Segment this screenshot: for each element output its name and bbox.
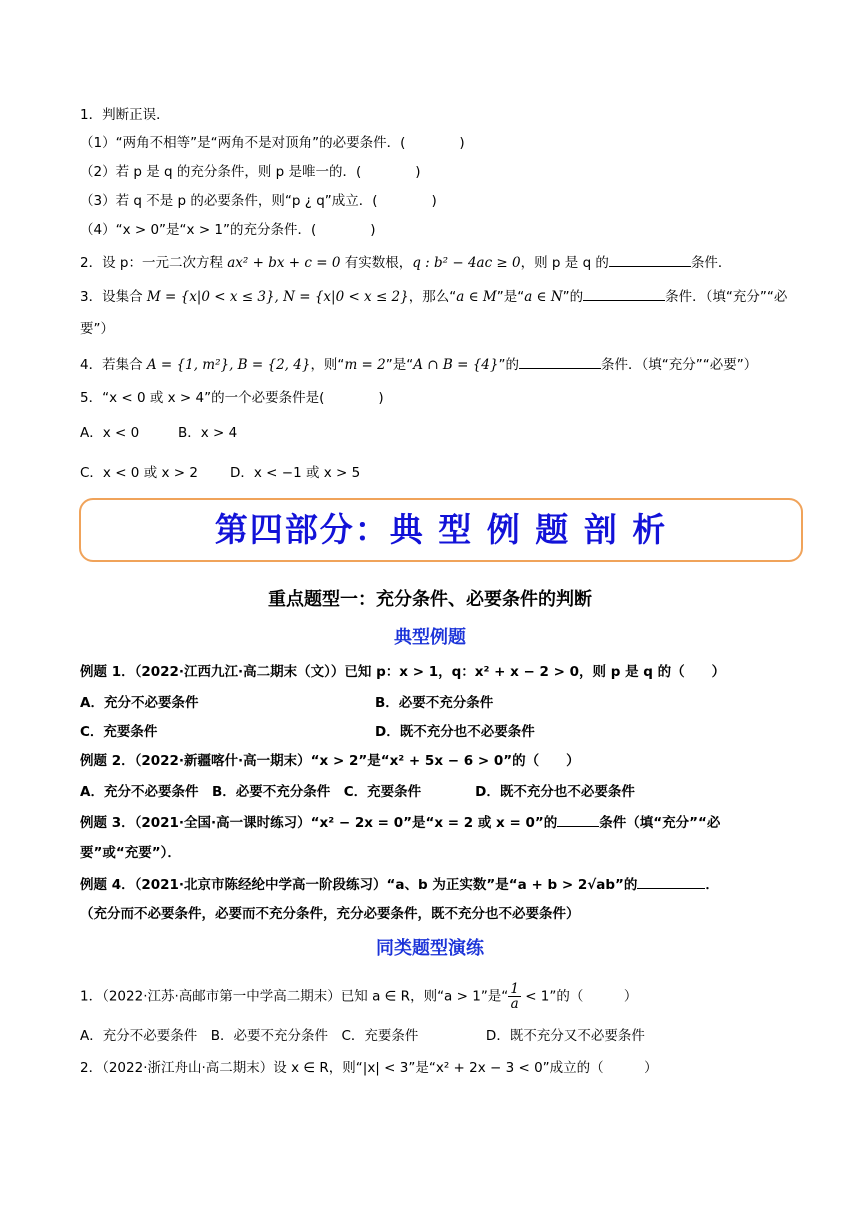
typical-examples-title: 典型例题 (394, 627, 466, 648)
q1-item-3: （3）若 q 不是 p 的必要条件，则“p ¿ q”成立．( ) (80, 193, 437, 209)
answer-blank[interactable] (557, 814, 599, 827)
q5-option-a: A．x < 0 (80, 425, 140, 441)
practice-2-stem: 2．（2022·浙江舟山·高二期末）设 x ∈ R，则“|x| < 3”是“x² + 2x − 3 < 0”成立的（ ） (80, 1060, 658, 1076)
section-title: 重点题型一：充分条件、必要条件的判断 (268, 589, 592, 610)
example-1-option-d: D．既不充分也不必要条件 (375, 724, 535, 740)
example-1-option-b: B．必要不充分条件 (375, 695, 494, 711)
example-2-stem: 例题 2．（2022·新疆喀什·高一期末）“x > 2”是“x² + 5x − 6 > 0”的（ ） (80, 753, 580, 769)
example-2-options: A．充分不必要条件 B．必要不充分条件 C．充要条件 D．既不充分也不必要条件 (80, 784, 635, 800)
q5-option-d: D．x < −1 或 x > 5 (230, 465, 361, 481)
q1-title: 1．判断正误． (80, 107, 170, 123)
q4-sets: A = {1, m²}, B = {2, 4} (146, 357, 311, 373)
q1-item-4: （4）“x > 0”是“x > 1”的充分条件．( ) (80, 222, 376, 238)
example-3: 例题 3．（2021·全国·高一课时练习）“x² − 2x = 0”是“x = 2 或 x = 0”的 条件（填“充分”“必 (80, 815, 721, 831)
q2: 2．设 p：一元二次方程 ax² + bx + c = 0 有实数根，q : b² − 4ac ≥ 0，则 p 是 q 的 条件． (80, 255, 732, 271)
practice-1-stem: 1．（2022·江苏·高邮市第一中学高二期末）已知 a ∈ R，则“a > 1”是“ $\frac{1}{a}$ < 1”的（ ） (80, 981, 638, 1012)
example-1-option-c: C．充要条件 (80, 724, 158, 740)
q3: 3．设集合 M = {x|0 < x ≤ 3}, N = {x|0 < x ≤ 2}，那么“a ∈ M”是“a ∈ N”的 条件．（填“充分”“必 (80, 289, 788, 305)
q5-stem: 5．“x < 0 或 x > 4”的一个必要条件是( ) (80, 390, 384, 406)
q4: 4．若集合 A = {1, m²}, B = {2, 4}，则“m = 2”是“A ∩ B = {4}”的 条件．（填“充分”“必要”） (80, 357, 758, 373)
q2-condition: q : b² − 4ac ≥ 0 (412, 255, 521, 271)
answer-blank[interactable] (637, 876, 705, 889)
example-4: 例题 4．（2021·北京市陈经纶中学高一阶段练习）“a、b 为正实数”是“a + b > 2√ab”的 ． (80, 877, 719, 893)
q3-sets: M = {x|0 < x ≤ 3}, N = {x|0 < x ≤ 2} (146, 289, 409, 305)
practice-1-options: A．充分不必要条件 B．必要不充分条件 C．充要条件 D．既不充分又不必要条件 (80, 1028, 645, 1044)
q1-item-2: （2）若 p 是 q 的充分条件，则 p 是唯一的．( ) (80, 164, 421, 180)
answer-blank[interactable] (519, 356, 601, 369)
example-1-stem: 例题 1．（2022·江西九江·高二期末（文））已知 p：x > 1，q：x² + x − 2 > 0，则 p 是 q 的（ ） (80, 664, 726, 680)
answer-blank[interactable] (609, 254, 691, 267)
q1-item-1: （1）“两角不相等”是“两角不是对顶角”的必要条件．( ) (80, 135, 465, 151)
example-4-options: （充分而不必要条件，必要而不充分条件，充分必要条件，既不充分也不必要条件） (80, 906, 580, 922)
practice-title: 同类题型演练 (376, 938, 484, 959)
q3-continued: 要”） (80, 321, 114, 337)
banner-title: 第四部分：典 型 例 题 剖 析 (214, 510, 668, 549)
fraction: $\frac{1}{a}$ (510, 981, 519, 1012)
answer-blank[interactable] (583, 288, 665, 301)
q5-option-b: B．x > 4 (178, 425, 238, 441)
example-1-option-a: A．充分不必要条件 (80, 695, 199, 711)
example-3-continued: 要”或“充要”）． (80, 845, 181, 861)
section-banner (79, 498, 803, 562)
q2-equation: ax² + bx + c = 0 (227, 255, 341, 271)
q5-option-c: C．x < 0 或 x > 2 (80, 465, 198, 481)
